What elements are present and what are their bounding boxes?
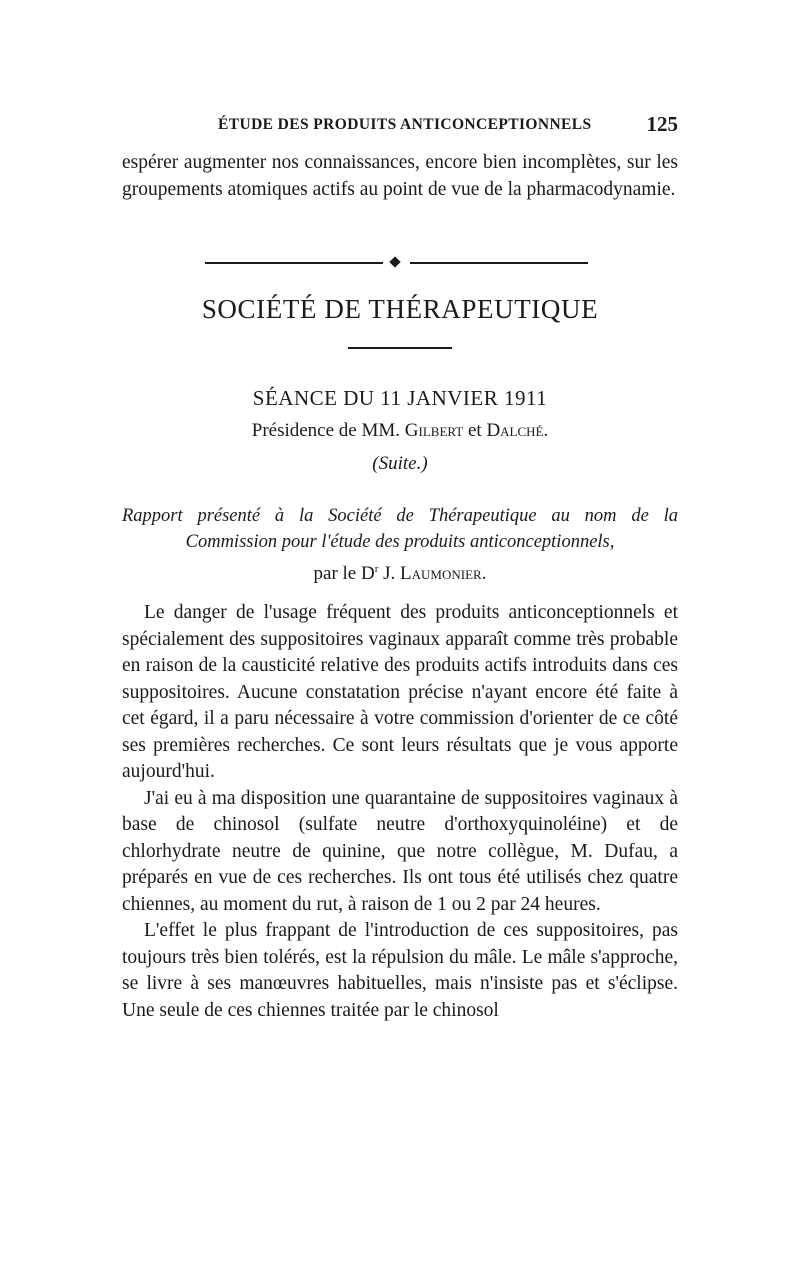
seance-heading: SÉANCE DU 11 JANVIER 1911 [252,386,548,410]
page-number: 125 [646,112,678,136]
running-head [122,112,678,140]
section-title: SOCIÉTÉ DE THÉRAPEUTIQUE [201,294,599,324]
divider-rule-left [205,262,383,264]
presidence-prefix: Présidence de MM. [251,420,401,441]
section-rule [348,347,452,349]
suite-note: (Suite.) [372,453,428,474]
report-heading-line-2: Commission pour l'étude des produits anticonceptionnels, [185,532,615,552]
body-paragraph: J'ai eu à ma disposition une quarantaine de suppositoires vaginaux à base de chinosol (sulfate neutre d'orthoxyquinoléine) et de chlorhydrate neutre de quinine, que notre collègue, M. Dufau, a préparés en vue de ces recherches. Ils ont tous été utilisés chez quatre chiennes, au moment du rut, à raison de 1 ou 2 par 24 heures. [122,787,678,915]
presidence-joiner: et [467,420,482,441]
running-title: ÉTUDE DES PRODUITS ANTICONCEPTIONNELS [218,116,592,133]
body-paragraph: Le danger de l'usage fréquent des produits anticonceptionnels et spécialement des suppositoires vaginaux apparaît comme très probable en raison de la causticité relative des produits actifs introduits dans ces suppositoires. Aucune constatation précise n'ayant encore été faite à cet égard, il a paru nécessaire à votre commission d'orienter de ce côté ses premières recherches. Ce sont leurs résultats que je vous apporte aujourd'hui. [122,602,678,782]
diamond-ornament-icon [389,256,400,267]
author-prefix: par le D [313,563,375,584]
intro-paragraph: espérer augmenter nos connaissances, encore bien incomplètes, sur les groupements atomiques actifs au point de vue de la pharmacodynamie. [122,152,678,200]
author-name: Laumonier. [400,563,487,584]
body-paragraph: L'effet le plus frappant de l'introduction de ces suppositoires, pas toujours très bien tolérés, est la répulsion du mâle. Le mâle s'approche, se livre à ses manœuvres habituelles, mais n'insiste pas et s'éclipse. Une seule de ces chiennes traitée par le chinosol [122,920,678,1021]
report-body [122,600,678,1024]
report-heading-line-1: Rapport présenté à la Société de Thérapeutique au nom de la [122,506,678,526]
author-initial: J. [383,563,396,584]
presidence-line [0,420,800,442]
ornamental-divider [205,257,588,269]
author-title-superscript: r [374,563,379,575]
report-heading [122,503,678,555]
president-name-1: Gilbert [404,420,464,441]
report-author [0,563,800,585]
president-name-2: Dalché. [486,420,549,441]
divider-rule-right [410,262,588,264]
